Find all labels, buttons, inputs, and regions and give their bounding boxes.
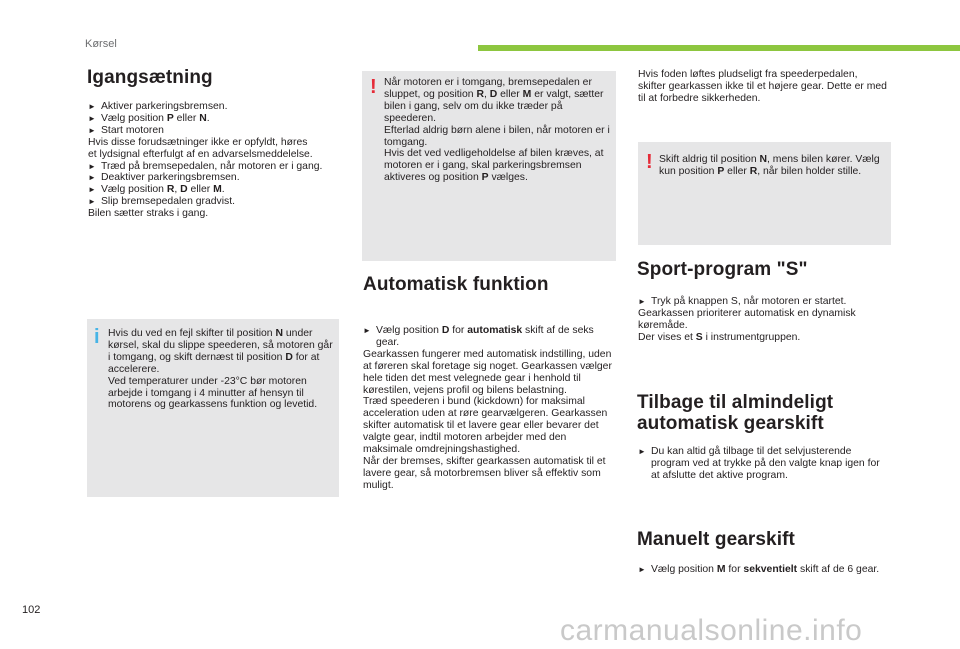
paragraph: Gearkassen prioriterer automatisk en dynamisk køremåde. [638,307,856,331]
automatisk-body [363,325,613,492]
bullet-arrow-icon [638,564,646,576]
warning-text-3: Hvis det ved vedligeholdelse af bilen kræves, at motoren er i gang, skal parkeringsbremsen aktiveres og position P vælges. [384,148,604,184]
bullet-arrow-icon [88,161,96,173]
heading-line-2: automatisk gearskift [637,413,824,434]
bullet-arrow-icon [88,101,96,113]
list-item: ► Vælg position P eller N. [88,113,338,125]
list-item: ► Slip bremsepedalen gradvist. [88,196,338,208]
header-accent-bar [478,45,960,51]
igangsaetning-steps [88,101,338,220]
list-item: ► Vælg position D for automatisk skift af de seks gear. [363,325,613,349]
bullet-arrow-icon [88,184,96,196]
warning-text-2: Efterlad aldrig børn alene i bilen, når motoren er i tomgang. [384,124,610,148]
watermark: carmanualsonline.info [560,614,863,647]
list-item: ► Tryk på knappen S, når motoren er startet. [638,296,890,308]
list-item: ► Vælg position M for sekventielt skift af de 6 gear. [638,564,893,576]
paragraph: Bilen sætter straks i gang. [88,208,209,220]
list-item: ► Deaktiver parkeringsbremsen. [88,172,338,184]
list-item: ► Aktiver parkeringsbremsen. [88,101,338,113]
warning-box-2 [638,142,891,245]
warning-icon: ! [646,151,653,173]
paragraph: Når der bremses, skifter gearkassen automatisk til et lavere gear, så motorbremsen bliver så effektiv som muligt. [363,455,606,491]
bullet-arrow-icon [88,125,96,137]
heading-sport-program: Sport-program "S" [637,259,808,280]
page-number: 102 [22,604,41,616]
paragraph: Gearkassen fungerer med automatisk indstilling, uden at føreren skal foretage sig noget. Gearkassen vælger hele tiden det mest velegnede gear i henhold til kørestilen, vejens profil og bilens belastning. [363,348,612,396]
warning-text: Når motoren er i tomgang, bremsepedalen er sluppet, og position R, D eller M er valgt, sætter bilen i gang, selv om du ikke træder på speederen. [384,77,604,124]
info-box [87,319,339,497]
info-icon: i [94,326,100,348]
tilbage-body [638,446,890,482]
bullet-arrow-icon [88,172,96,184]
heading-tilbage [637,392,833,434]
warning-box [362,71,616,261]
list-item: ► Træd på bremsepedalen, når motoren er i gang. [88,161,338,173]
info-text: Hvis du ved en fejl skifter til position N under kørsel, skal du slippe speederen, så motoren går i tomgang, og skift dernæst til position D for at accelerere. [108,328,333,375]
bullet-arrow-icon [88,196,96,208]
bullet-arrow-icon [638,296,646,308]
sport-body [638,296,890,344]
paragraph: Der vises et S i instrumentgruppen. [638,331,801,343]
heading-manuelt-gearskift: Manuelt gearskift [637,529,795,550]
bullet-arrow-icon [638,446,646,458]
paragraph: Træd speederen i bund (kickdown) for maksimal acceleration uden at røre gearvælgeren. Gearkassen skifter automatisk til et lavere gear eller bevarer det valgte gear, indtil motoren arbejder med den maksimale omdrejningshastighed. [363,396,608,456]
section-label: Kørsel [85,38,117,50]
warning-text: Skift aldrig til position N, mens bilen kører. Vælg kun position P eller R, når bilen holder stille. [659,154,880,177]
warning-icon: ! [370,76,377,98]
info-text-2: Ved temperaturer under -23°C bør motoren arbejde i tomgang i 4 minutter af hensyn til motorens og gearkassens funktion og levetid. [108,375,318,411]
manuelt-body [638,564,893,576]
bullet-arrow-icon [88,113,96,125]
heading-automatisk-funktion: Automatisk funktion [363,274,549,295]
heading-line-1: Tilbage til almindeligt [637,392,834,413]
bullet-arrow-icon [363,325,371,337]
list-item: ► Du kan altid gå tilbage til det selvjusterende program ved at trykke på den valgte knap igen for at afslutte det aktive program. [638,446,890,482]
list-item: ► Vælg position R, D eller M. [88,184,338,196]
heading-igangsaetning: Igangsætning [87,67,213,88]
intro-paragraph: Hvis foden løftes pludseligt fra speederpedalen, skifter gearkassen ikke til et højere gear. Dette er med til at forbedre sikkerheden. [638,69,887,104]
list-item: ► Start motoren [88,125,338,137]
paragraph: Hvis disse forudsætninger ikke er opfyldt, høres et lydsignal efterfulgt af en advarselsmeddelelse. [88,136,313,160]
